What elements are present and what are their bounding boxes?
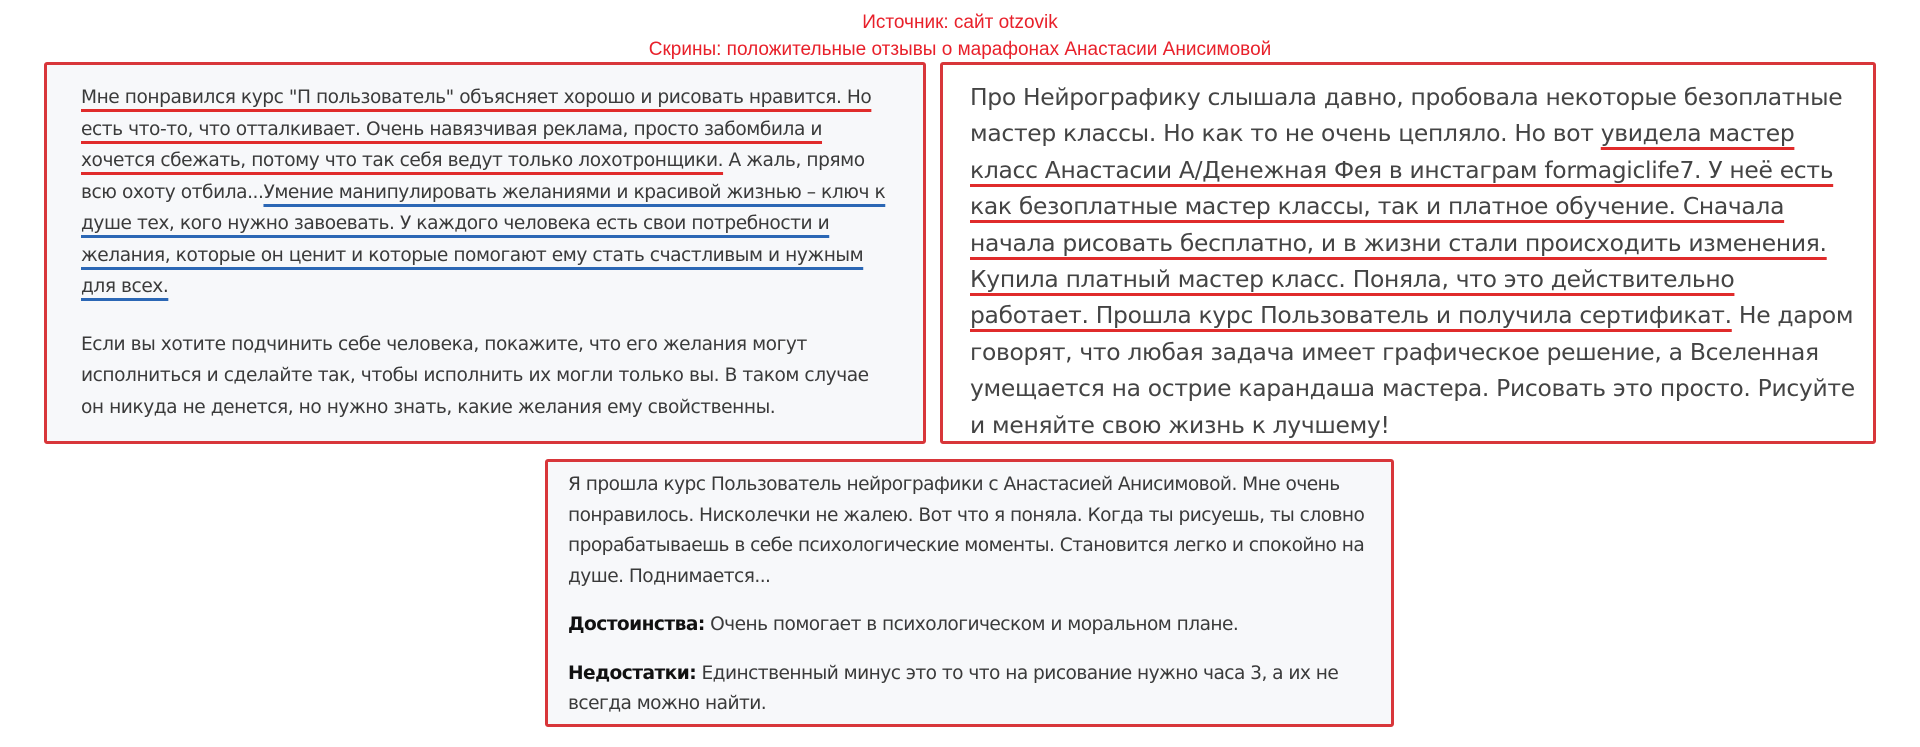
review-left-paragraph-2: Если вы хотите подчинить себе человека, покажите, что его желания могут исполниться и сделайте так, чтобы исполнить их могли только вы. В таком случае он никуда не денется, но нужно знать, какие желания ему свойственны.: [81, 333, 869, 418]
review-card-right: [940, 62, 1876, 444]
cons-label: Недостатки:: [568, 662, 697, 684]
cons-text: Единственный минус это то что на рисование нужно часа 3, а их не всегда можно найти.: [568, 662, 1339, 714]
red-underlined-text: Мне понравился курс "П пользователь" объясняет хорошо и рисовать нравится. Но есть что-то, что отталкивает. Очень навязчивая реклама, просто забомбила и хочется сбежать, потому что так себя ведут только лохотронщики.: [81, 87, 872, 171]
plain-text: Про Нейрографику слышала давно, пробовала некоторые безоплатные мастер классы. Но как то не очень цепляло. Но вот: [970, 83, 1843, 148]
paragraph-spacer: [568, 641, 1371, 659]
review-card-bottom: [545, 459, 1394, 727]
red-underlined-text: увидела мастер класс Анастасии А/Денежная Фея в инстаграм formagiclife7. У неё есть как безоплатные мастер классы, так и платное обучение. Сначала начала рисовать бесплатно, и в жизни стали происходить изменения. Купила платный мастер класс. Поняла, что это действительно работает. Прошла курс Пользователь и получила сертификат.: [970, 119, 1834, 330]
review-cons: [568, 659, 1371, 720]
screens-caption: Скрины: положительные отзывы о марафонах Анастасии Анисимовой: [648, 39, 1272, 60]
paragraph-spacer: [81, 303, 893, 329]
paragraph-spacer: [568, 592, 1371, 610]
source-caption: Источник: сайт otzovik: [862, 12, 1058, 33]
review-bottom-intro: Я прошла курс Пользователь нейрографики с Анастасией Анисимовой. Мне очень понравилось. Нисколечки не жалею. Вот что я поняла. Когда ты рисуешь, ты словно прорабатываешь в себе психологические моменты. Становится легко и спокойно на душе. Поднимается...: [568, 474, 1365, 587]
plain-text: Не даром говорят, что любая задача имеет графическое решение, а Вселенная умещается на острие карандаша мастера. Рисовать это просто. Рисуйте и меняйте свою жизнь к лучшему!: [970, 301, 1855, 439]
review-right-paragraph: [970, 79, 1855, 443]
plain-text: А жаль, прямо всю охоту отбила...: [81, 150, 865, 203]
pros-label: Достоинства:: [568, 614, 705, 635]
review-left-paragraph-1: [81, 82, 893, 303]
review-pros: [568, 610, 1371, 641]
blue-underlined-text: Умение манипулировать желаниями и красивой жизнью – ключ к душе тех, кого нужно завоевать. У каждого человека есть свои потребности и желания, которые он ценит и которые помогают ему стать счастливым и нужным для всех.: [81, 181, 886, 297]
review-card-left: [44, 62, 926, 444]
pros-text: Очень помогает в психологическом и моральном плане.: [704, 614, 1239, 635]
